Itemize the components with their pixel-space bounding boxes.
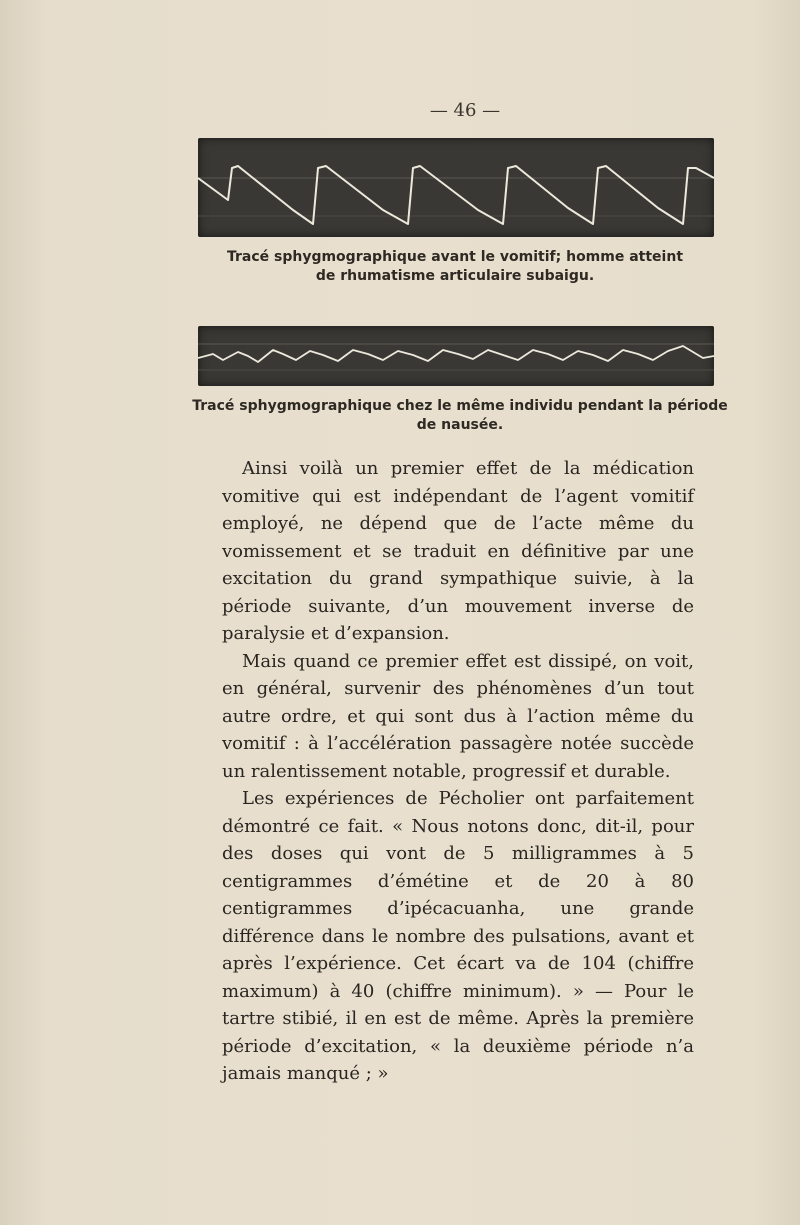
paragraph: Mais quand ce premier effet est dissipé, on voit, en général, survenir des phénomènes d’un tout autre ordre, et qui sont dus à l’action même du vomitif : à l’accélération passagère notée succède un ralentissement notable, progressif et durable. — [222, 650, 694, 782]
figure-caption-2 — [190, 397, 730, 435]
sphygmograph-trace-before-vomitive — [198, 138, 714, 237]
paragraph: Les expériences de Pécholier ont parfaitement démontré ce fait. « Nous notons donc, dit-il, pour des doses qui vont de 5 milligrammes à 5 centigrammes d’émétine et de 20 à 80 centigrammes d’ipécacuanha, une grande différence dans le nombre des pulsations, avant et après l’expérience. Cet écart va de 104 (chiffre maximum) à 40 (chiffre minimum). » — Pour le tartre stibié, il en est de même. Après la première période d’excitation, « la deuxième période n’a jamais manqué ; » — [222, 788, 694, 1084]
caption-1-line-2: de rhumatisme articulaire subaigu. — [315, 268, 595, 284]
sphygmograph-trace-during-nausea — [198, 326, 714, 386]
paragraph: Ainsi voilà un premier effet de la médication vomitive qui est indépendant de l’agent vomitif employé, ne dépend que de l’acte même du vomissement et se traduit en définitive par une excitation du grand sympathique suivie, à la période suivante, d’un mouvement inverse de paralysie et d’expansion. — [222, 458, 694, 644]
caption-2-line-2: de nausée. — [416, 417, 504, 433]
caption-1-line-1: Tracé sphygmographique avant le vomitif; homme atteint — [226, 249, 684, 265]
body-text — [222, 455, 694, 1088]
page-number: — 46 — — [429, 100, 501, 121]
caption-2-line-1: Tracé sphygmographique chez le même individu pendant la période — [192, 398, 728, 414]
figure-caption-1 — [200, 248, 710, 286]
